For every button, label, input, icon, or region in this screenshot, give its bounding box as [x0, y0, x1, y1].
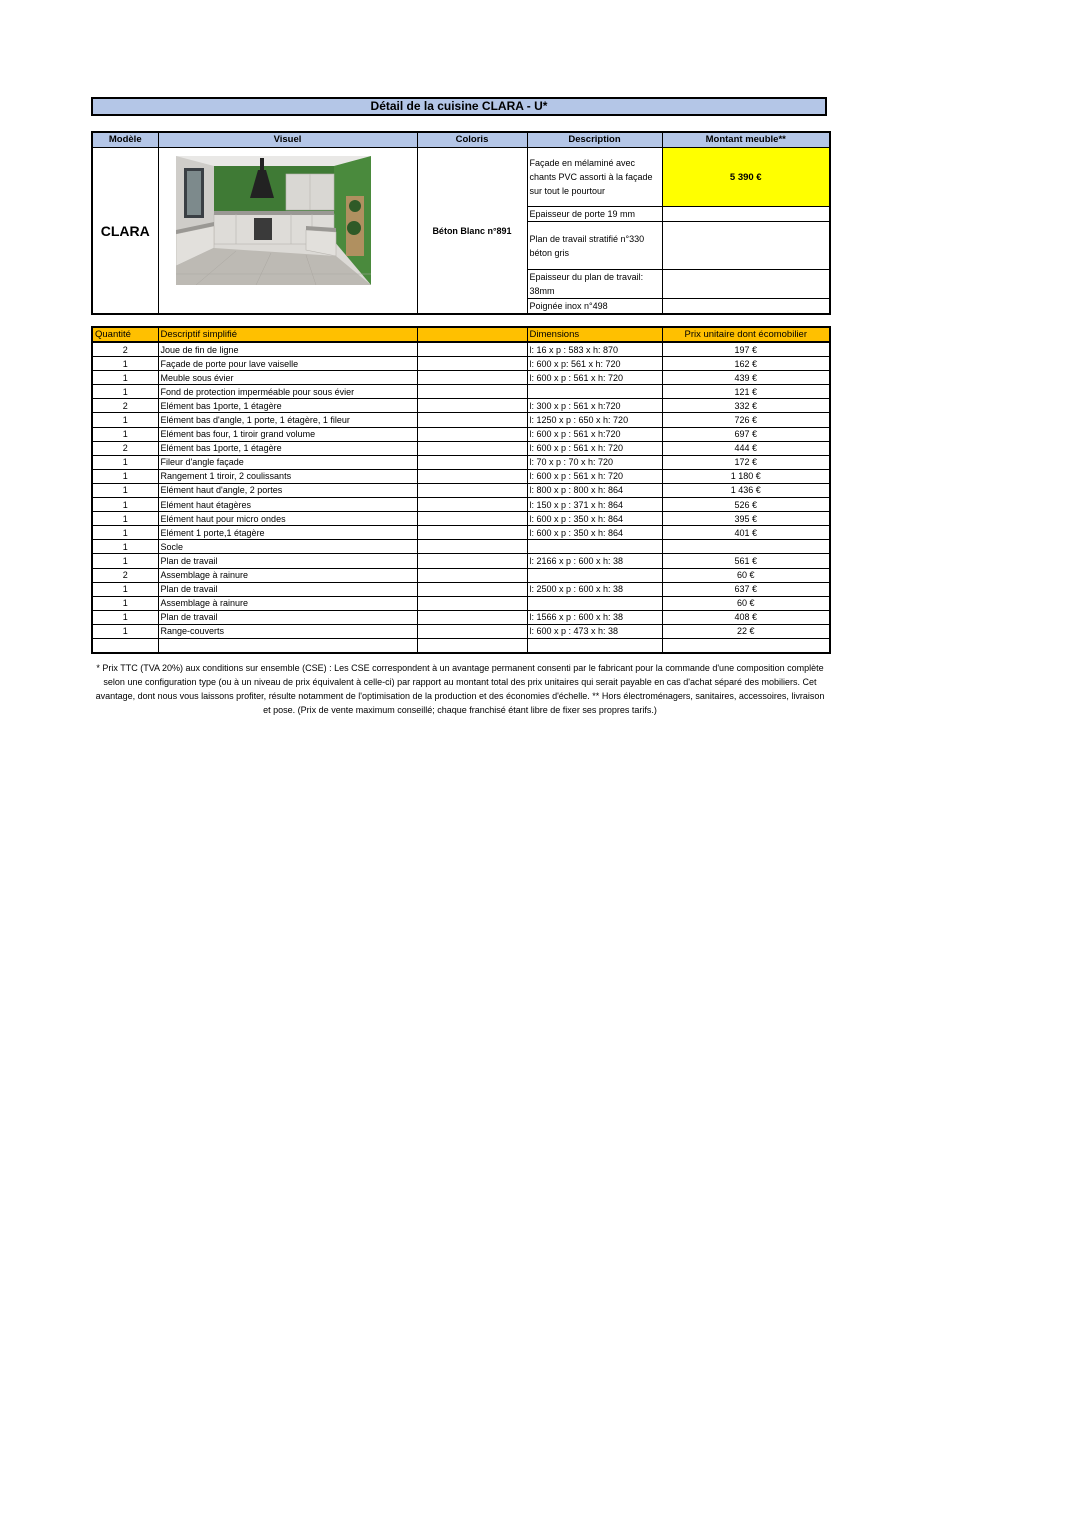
header-prix: Prix unitaire dont écomobilier: [662, 327, 830, 342]
table-row: [92, 540, 830, 554]
item-quantity: 1: [92, 483, 158, 497]
item-price: [662, 638, 830, 653]
item-description: Elément bas 1porte, 1 étagère: [158, 441, 417, 455]
item-empty: [417, 469, 527, 483]
table-row: [92, 342, 830, 357]
item-quantity: 1: [92, 540, 158, 554]
item-dimensions: l: 600 x p : 561 x h: 720: [527, 441, 662, 455]
items-table: [91, 326, 831, 654]
item-dimensions: [527, 638, 662, 653]
header-dimensions: Dimensions: [527, 327, 662, 342]
item-description: Elément bas four, 1 tiroir grand volume: [158, 427, 417, 441]
item-dimensions: l: 600 x p : 561 x h: 720: [527, 371, 662, 385]
item-price: 1 436 €: [662, 483, 830, 497]
item-description: Façade de porte pour lave vaiselle: [158, 357, 417, 371]
item-quantity: 2: [92, 568, 158, 582]
item-description: Assemblage à rainure: [158, 596, 417, 610]
item-quantity: 1: [92, 357, 158, 371]
item-dimensions: l: 600 x p : 561 x h: 720: [527, 469, 662, 483]
item-empty: [417, 582, 527, 596]
item-quantity: 1: [92, 554, 158, 568]
header-visuel: Visuel: [158, 132, 417, 148]
table-row: [92, 483, 830, 497]
item-price: 121 €: [662, 385, 830, 399]
item-quantity: 1: [92, 526, 158, 540]
item-description: Elément 1 porte,1 étagère: [158, 526, 417, 540]
item-dimensions: l: 150 x p : 371 x h: 864: [527, 498, 662, 512]
item-price: 401 €: [662, 526, 830, 540]
items-body: [92, 342, 830, 653]
item-description: Joue de fin de ligne: [158, 342, 417, 357]
item-price: 22 €: [662, 624, 830, 638]
header-descriptif: Descriptif simplifié: [158, 327, 417, 342]
item-empty: [417, 638, 527, 653]
item-price: 561 €: [662, 554, 830, 568]
item-quantity: 1: [92, 498, 158, 512]
table-row: [92, 427, 830, 441]
item-description: Elément bas d'angle, 1 porte, 1 étagère, 1 fileur: [158, 413, 417, 427]
item-quantity: [92, 638, 158, 653]
header-coloris: Coloris: [417, 132, 527, 148]
item-dimensions: l: 600 x p: 561 x h: 720: [527, 357, 662, 371]
table-row: [92, 413, 830, 427]
item-price: 408 €: [662, 610, 830, 624]
item-quantity: 1: [92, 512, 158, 526]
table-row: [92, 469, 830, 483]
table-row: [92, 512, 830, 526]
item-quantity: 1: [92, 371, 158, 385]
description-line: Epaisseur de porte 19 mm: [527, 207, 662, 222]
table-row: [92, 385, 830, 399]
item-price: 197 €: [662, 342, 830, 357]
coloris-value: Béton Blanc n°891: [417, 148, 527, 315]
item-description: Fond de protection imperméable pour sous évier: [158, 385, 417, 399]
item-price: 637 €: [662, 582, 830, 596]
table-row: [92, 357, 830, 371]
item-dimensions: l: 600 x p : 561 x h:720: [527, 427, 662, 441]
item-dimensions: l: 600 x p : 473 x h: 38: [527, 624, 662, 638]
item-price: 395 €: [662, 512, 830, 526]
item-description: [158, 638, 417, 653]
item-empty: [417, 455, 527, 469]
table-row: [92, 624, 830, 638]
kitchen-illustration: [176, 156, 371, 285]
item-empty: [417, 540, 527, 554]
kitchen-photo: [176, 156, 371, 285]
item-dimensions: l: 300 x p : 561 x h:720: [527, 399, 662, 413]
item-empty: [417, 624, 527, 638]
description-line: Poignée inox n°498: [527, 299, 662, 315]
item-empty: [417, 385, 527, 399]
summary-header-row: [92, 132, 830, 148]
table-row: [92, 582, 830, 596]
item-description: Fileur d'angle façade: [158, 455, 417, 469]
item-price: 60 €: [662, 596, 830, 610]
description-line: Epaisseur du plan de travail: 38mm: [527, 270, 662, 299]
empty-cell: [662, 207, 830, 222]
item-description: Range-couverts: [158, 624, 417, 638]
item-quantity: 2: [92, 399, 158, 413]
item-description: Elément bas 1porte, 1 étagère: [158, 399, 417, 413]
header-description: Description: [527, 132, 662, 148]
empty-cell: [662, 222, 830, 270]
item-empty: [417, 512, 527, 526]
item-empty: [417, 427, 527, 441]
item-dimensions: l: 2500 x p : 600 x h: 38: [527, 582, 662, 596]
table-row: [92, 526, 830, 540]
item-quantity: 2: [92, 441, 158, 455]
item-quantity: 1: [92, 455, 158, 469]
item-empty: [417, 342, 527, 357]
item-price: 439 €: [662, 371, 830, 385]
item-dimensions: [527, 596, 662, 610]
item-price: 726 €: [662, 413, 830, 427]
item-empty: [417, 554, 527, 568]
header-quantite: Quantité: [92, 327, 158, 342]
table-row: [92, 498, 830, 512]
table-row: [92, 399, 830, 413]
item-description: Plan de travail: [158, 554, 417, 568]
table-row: [92, 638, 830, 653]
item-empty: [417, 483, 527, 497]
table-row: [92, 455, 830, 469]
summary-table: [91, 131, 831, 315]
item-price: 1 180 €: [662, 469, 830, 483]
item-empty: [417, 596, 527, 610]
item-dimensions: l: 2166 x p : 600 x h: 38: [527, 554, 662, 568]
table-row: [92, 610, 830, 624]
item-dimensions: l: 16 x p : 583 x h: 870: [527, 342, 662, 357]
item-price: 526 €: [662, 498, 830, 512]
item-empty: [417, 498, 527, 512]
table-row: [92, 568, 830, 582]
item-price: 697 €: [662, 427, 830, 441]
item-dimensions: l: 1250 x p : 650 x h: 720: [527, 413, 662, 427]
item-quantity: 1: [92, 582, 158, 596]
item-description: Elément haut d'angle, 2 portes: [158, 483, 417, 497]
item-quantity: 1: [92, 624, 158, 638]
item-dimensions: l: 1566 x p : 600 x h: 38: [527, 610, 662, 624]
item-description: Rangement 1 tiroir, 2 coulissants: [158, 469, 417, 483]
item-empty: [417, 371, 527, 385]
item-dimensions: l: 70 x p : 70 x h: 720: [527, 455, 662, 469]
table-row: [92, 596, 830, 610]
empty-cell: [662, 299, 830, 315]
model-name: CLARA: [92, 148, 158, 315]
item-price: 172 €: [662, 455, 830, 469]
item-quantity: 1: [92, 413, 158, 427]
item-price: [662, 540, 830, 554]
item-description: Elément haut pour micro ondes: [158, 512, 417, 526]
description-line: Plan de travail stratifié n°330 béton gris: [527, 222, 662, 270]
item-empty: [417, 441, 527, 455]
item-dimensions: l: 600 x p : 350 x h: 864: [527, 526, 662, 540]
item-empty: [417, 399, 527, 413]
item-quantity: 1: [92, 385, 158, 399]
item-description: Assemblage à rainure: [158, 568, 417, 582]
item-empty: [417, 610, 527, 624]
item-empty: [417, 568, 527, 582]
item-price: 162 €: [662, 357, 830, 371]
header-empty: [417, 327, 527, 342]
item-dimensions: l: 600 x p : 350 x h: 864: [527, 512, 662, 526]
item-dimensions: [527, 385, 662, 399]
item-description: Plan de travail: [158, 610, 417, 624]
footnote: * Prix TTC (TVA 20%) aux conditions sur ensemble (CSE) : Les CSE correspondent à un avantage permanent consenti par le fabricant pour la commande d'une composition complète selon une configuration type (ou à un niveau de prix équivalent à celle-ci) par rapport au montant total des prix unitaires qui serait payable en cas d'achat séparé des mobiliers. Cet avantage, dont nous vous laissons profiter, résulte notamment de l'optimisation de la production et des économies d'échelle. ** Hors électroménagers, sanitaires, accessoires, livraison et pose. (Prix de vente maximum conseillé; chaque franchisé étant libre de fixer ses propres tarifs.): [95, 663, 825, 715]
description-line: Façade en mélaminé avec chants PVC assorti à la façade sur tout le pourtour: [527, 148, 662, 207]
header-modele: Modèle: [92, 132, 158, 148]
item-dimensions: [527, 540, 662, 554]
item-empty: [417, 413, 527, 427]
item-price: 444 €: [662, 441, 830, 455]
item-description: Elément haut étagères: [158, 498, 417, 512]
table-row: [92, 371, 830, 385]
item-empty: [417, 526, 527, 540]
item-price: 60 €: [662, 568, 830, 582]
item-description: Plan de travail: [158, 582, 417, 596]
table-row: [92, 554, 830, 568]
item-description: Meuble sous évier: [158, 371, 417, 385]
item-quantity: 2: [92, 342, 158, 357]
empty-cell: [662, 270, 830, 299]
item-dimensions: [527, 568, 662, 582]
kitchen-visual-cell: [158, 148, 417, 315]
table-row: [92, 441, 830, 455]
item-price: 332 €: [662, 399, 830, 413]
header-montant: Montant meuble**: [662, 132, 830, 148]
item-quantity: 1: [92, 427, 158, 441]
items-header-row: [92, 327, 830, 342]
item-quantity: 1: [92, 596, 158, 610]
item-dimensions: l: 800 x p : 800 x h: 864: [527, 483, 662, 497]
item-quantity: 1: [92, 610, 158, 624]
total-price: 5 390 €: [662, 148, 830, 207]
item-description: Socle: [158, 540, 417, 554]
item-empty: [417, 357, 527, 371]
page-title: Détail de la cuisine CLARA - U*: [91, 97, 827, 116]
item-quantity: 1: [92, 469, 158, 483]
